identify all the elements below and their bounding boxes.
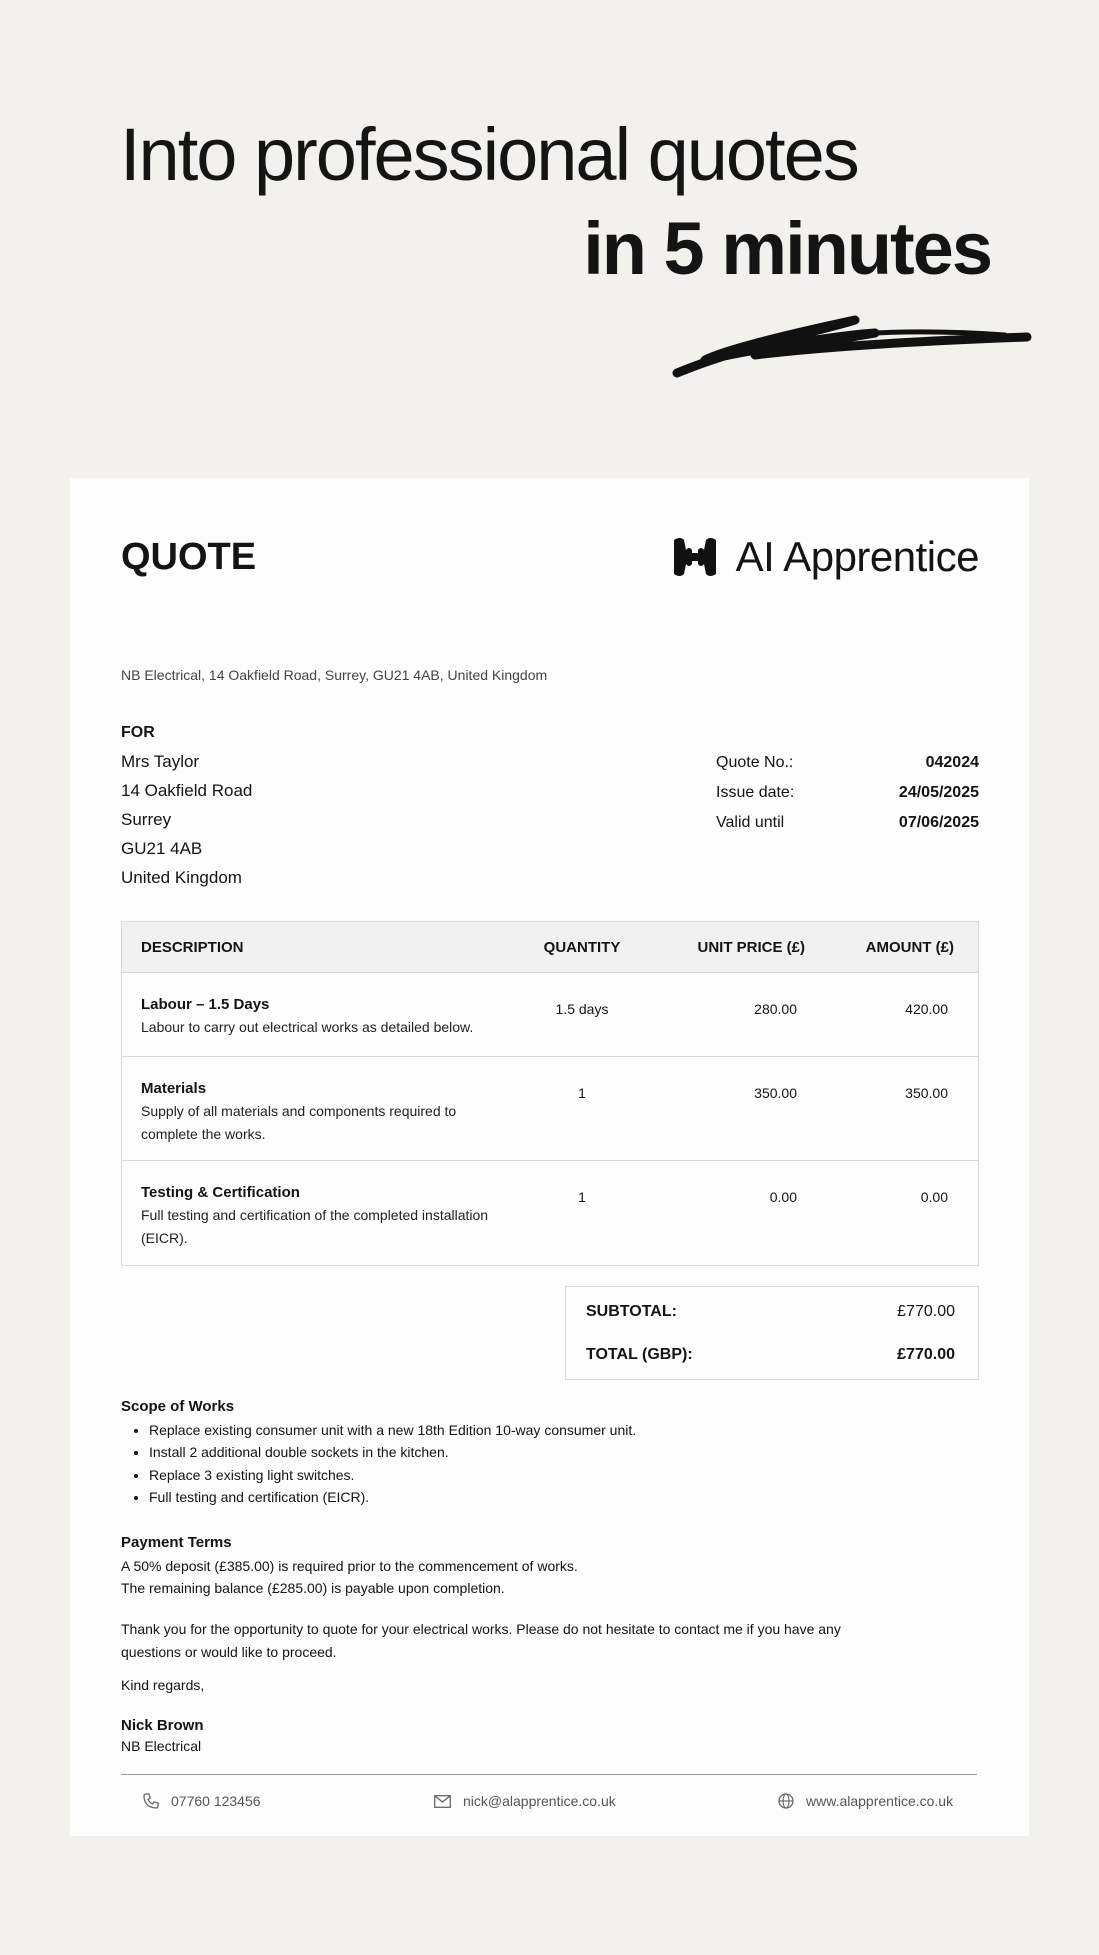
meta-label: Quote No.: bbox=[716, 754, 794, 771]
item-unit-price: 350.00 bbox=[754, 1085, 797, 1101]
valid-until-row bbox=[716, 808, 979, 838]
subtotal-label: SUBTOTAL: bbox=[586, 1302, 677, 1320]
line-items-table bbox=[121, 921, 979, 1266]
signer-name: Nick Brown bbox=[121, 1717, 204, 1734]
scope-list bbox=[121, 1419, 636, 1509]
client-name: Mrs Taylor bbox=[121, 752, 200, 771]
payment-deposit: A 50% deposit (£385.00) is required prior to the commencement of works. bbox=[121, 1557, 578, 1574]
signer-company: NB Electrical bbox=[121, 1738, 202, 1754]
table-header bbox=[122, 922, 978, 973]
website-link[interactable]: www.alapprentice.co.uk bbox=[806, 1793, 954, 1809]
phone-number[interactable]: 07760 123456 bbox=[171, 1793, 261, 1809]
meta-label: Valid until bbox=[716, 814, 785, 831]
email-address[interactable]: nick@alapprentice.co.uk bbox=[463, 1793, 616, 1809]
item-title: Materials bbox=[141, 1080, 207, 1097]
header-quantity: QUANTITY bbox=[543, 938, 621, 956]
client-country: United Kingdom bbox=[121, 868, 242, 887]
scope-title: Scope of Works bbox=[121, 1398, 235, 1415]
list-item: • Full testing and certification (EICR). bbox=[149, 1486, 636, 1509]
table-row bbox=[122, 973, 978, 1057]
item-unit-price: 0.00 bbox=[769, 1189, 797, 1205]
subtotal-value: £770.00 bbox=[897, 1302, 955, 1320]
item-amount: 0.00 bbox=[920, 1189, 948, 1205]
item-description: Full testing and certification of the completed installation (EICR). bbox=[141, 1207, 489, 1246]
phone-icon bbox=[143, 1793, 159, 1809]
item-title: Testing & Certification bbox=[141, 1184, 300, 1201]
client-county: Surrey bbox=[121, 810, 172, 829]
quote-number-row bbox=[716, 748, 979, 778]
mail-icon bbox=[434, 1795, 451, 1808]
quote-document bbox=[70, 478, 1029, 1836]
hero-headline-emphasis: in 5 minutes bbox=[583, 207, 991, 290]
totals-box bbox=[565, 1286, 979, 1380]
client-address-block bbox=[121, 718, 252, 892]
sender-address: NB Electrical, 14 Oakfield Road, Surrey, GU21 4AB, United Kingdom bbox=[121, 667, 548, 683]
brand-logo bbox=[672, 533, 979, 581]
payment-title: Payment Terms bbox=[121, 1534, 232, 1551]
payment-balance: The remaining balance (£285.00) is payable upon completion. bbox=[121, 1580, 505, 1596]
total-label: TOTAL (GBP): bbox=[586, 1345, 693, 1363]
subtotal-row bbox=[566, 1290, 978, 1333]
quote-meta bbox=[716, 748, 979, 838]
hero-headline: Into professional quotes bbox=[120, 113, 858, 196]
sign-off: Kind regards, bbox=[121, 1677, 205, 1693]
client-postcode: GU21 4AB bbox=[121, 839, 203, 858]
footer-phone bbox=[143, 1793, 261, 1809]
total-value: £770.00 bbox=[897, 1345, 955, 1363]
for-label: FOR bbox=[121, 724, 155, 741]
quote-number: 042024 bbox=[925, 754, 979, 771]
item-title: Labour – 1.5 Days bbox=[141, 996, 270, 1013]
table-row bbox=[122, 1057, 978, 1161]
thank-you-note: Thank you for the opportunity to quote for your electrical works. Please do not hesitate to contact me if you have any questions or would like to proceed. bbox=[121, 1621, 841, 1660]
footer-email bbox=[434, 1793, 616, 1809]
issue-date-row bbox=[716, 778, 979, 808]
globe-icon bbox=[778, 1793, 794, 1809]
total-row bbox=[566, 1333, 978, 1376]
valid-until-date: 07/06/2025 bbox=[898, 814, 979, 831]
scope-of-works bbox=[121, 1396, 636, 1509]
item-description: Labour to carry out electrical works as detailed below. bbox=[141, 1019, 474, 1035]
item-unit-price: 280.00 bbox=[754, 1001, 797, 1017]
footer-website bbox=[778, 1793, 953, 1809]
brand-name: AI Apprentice bbox=[735, 533, 979, 580]
header-description: DESCRIPTION bbox=[141, 938, 244, 956]
item-quantity: 1 bbox=[578, 1085, 586, 1101]
issue-date: 24/05/2025 bbox=[898, 784, 979, 801]
list-item: • Install 2 additional double sockets in the kitchen. bbox=[149, 1441, 636, 1464]
item-amount: 350.00 bbox=[905, 1085, 948, 1101]
item-quantity: 1.5 days bbox=[555, 1001, 609, 1017]
list-item: • Replace existing consumer unit with a new 18th Edition 10-way consumer unit. bbox=[149, 1419, 636, 1442]
header-amount: AMOUNT (£) bbox=[865, 938, 954, 956]
item-description: Supply of all materials and components required to complete the works. bbox=[141, 1103, 457, 1142]
payment-terms bbox=[121, 1532, 578, 1600]
item-amount: 420.00 bbox=[905, 1001, 948, 1017]
table-row bbox=[122, 1161, 978, 1265]
list-item: • Replace 3 existing light switches. bbox=[149, 1464, 636, 1487]
document-footer bbox=[121, 1774, 977, 1825]
meta-label: Issue date: bbox=[716, 784, 795, 801]
signature-block bbox=[121, 1716, 204, 1756]
client-street: 14 Oakfield Road bbox=[121, 781, 253, 800]
item-quantity: 1 bbox=[578, 1189, 586, 1205]
header-unit-price: UNIT PRICE (£) bbox=[697, 938, 805, 956]
ai-apprentice-logo-icon bbox=[672, 536, 718, 578]
scribble-underline bbox=[665, 305, 1035, 380]
document-title: QUOTE bbox=[121, 536, 257, 578]
